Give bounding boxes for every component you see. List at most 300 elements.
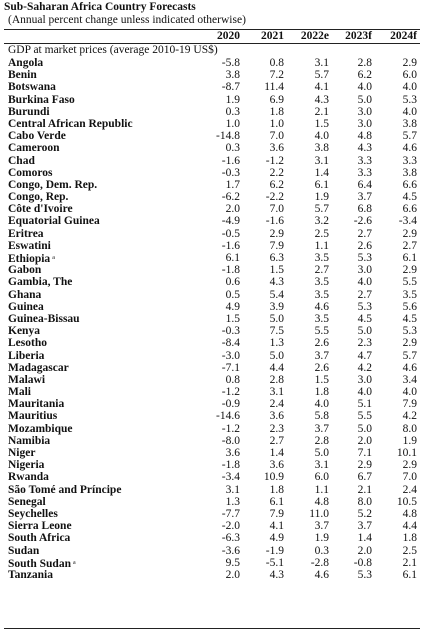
value-cell-2022e: 6.0	[314, 471, 329, 484]
value-cell-2023f: 6.2	[357, 69, 372, 82]
country-name	[8, 191, 68, 203]
value-cell-2023f: 3.7	[357, 191, 372, 204]
value-cell-2020: -0.9	[221, 398, 240, 411]
value-cell-2022e: 3.8	[314, 142, 329, 155]
value-cell-2021: 3.1	[269, 386, 284, 399]
value-cell-2021: -5.1	[265, 556, 284, 569]
table-row	[0, 94, 424, 106]
value-cell-2024f: 4.5	[402, 312, 417, 325]
value-cell-2021: 0.8	[269, 57, 284, 69]
value-cell-2024f: 10.1	[396, 447, 417, 459]
value-cell-2022e: 4.1	[314, 81, 329, 94]
value-cell-2024f: 4.0	[402, 386, 417, 399]
value-cell-2020: 2.0	[225, 568, 240, 581]
table-row	[0, 471, 424, 483]
table-row	[0, 545, 424, 557]
value-cell-2021: 2.9	[269, 227, 284, 240]
value-cell-2024f: 2.7	[402, 239, 417, 252]
value-cell-2022e: 3.5	[314, 276, 329, 289]
value-cell-2021: 10.9	[263, 471, 284, 484]
value-cell-2020: -5.8	[221, 57, 240, 69]
value-cell-2023f: 4.3	[357, 142, 372, 155]
value-cell-2020: -8.7	[221, 81, 240, 94]
value-cell-2022e: 3.1	[314, 57, 329, 69]
value-cell-2022e: 4.0	[314, 398, 329, 411]
value-cell-2021: 4.3	[269, 276, 284, 289]
table-row	[0, 264, 424, 276]
table-row	[0, 337, 424, 349]
country-name	[8, 94, 75, 106]
table-title: Sub-Saharan Africa Country Forecasts	[4, 1, 196, 13]
value-cell-2024f: 3.4	[402, 373, 417, 386]
value-cell-2024f: 2.5	[402, 544, 417, 557]
value-cell-2020: 1.0	[225, 117, 240, 130]
table-row	[0, 106, 424, 118]
value-cell-2020: -7.1	[221, 361, 240, 374]
table-row	[0, 423, 424, 435]
value-cell-2020: -3.4	[221, 471, 240, 484]
value-cell-2020: -1.6	[221, 154, 240, 167]
table-row	[0, 496, 424, 508]
country-label: Mauritania	[8, 398, 65, 411]
value-cell-2024f: 1.9	[402, 434, 417, 447]
table-row	[0, 240, 424, 252]
table-row	[0, 276, 424, 288]
value-cell-2022e: 5.7	[314, 203, 329, 216]
value-cell-2021: 6.9	[269, 93, 284, 106]
value-cell-2022e: 4.3	[314, 93, 329, 106]
value-cell-2020: 3.6	[225, 447, 240, 459]
table-row	[0, 532, 424, 544]
country-label: Eritrea	[8, 227, 44, 240]
value-cell-2020: -14.8	[216, 130, 240, 143]
value-cell-2021: -1.2	[265, 154, 284, 167]
table-row	[0, 447, 424, 459]
value-cell-2022e: 1.9	[314, 532, 329, 545]
table-row	[0, 520, 424, 532]
value-cell-2021: 5.4	[269, 288, 284, 301]
country-name	[8, 471, 49, 483]
country-label: Congo, Rep.	[8, 191, 69, 204]
country-name	[8, 179, 97, 191]
country-name	[8, 386, 31, 398]
value-cell-2023f: 5.3	[357, 568, 372, 581]
table-row	[0, 155, 424, 167]
value-cell-2021: 1.8	[269, 483, 284, 496]
country-name	[8, 337, 47, 349]
value-cell-2020: -1.8	[221, 459, 240, 472]
value-cell-2022e: 3.7	[314, 520, 329, 533]
country-label: Guinea-Bissau	[8, 312, 80, 325]
value-cell-2020: 0.5	[225, 288, 240, 301]
value-cell-2020: 1.7	[225, 178, 240, 191]
table-row	[0, 301, 424, 313]
value-cell-2022e: 11.0	[309, 507, 329, 520]
value-cell-2021: 2.2	[269, 166, 284, 179]
value-cell-2023f: 2.6	[357, 239, 372, 252]
value-cell-2020: -0.3	[221, 325, 240, 338]
country-label: Seychelles	[8, 507, 58, 520]
value-cell-2022e: 4.6	[314, 300, 329, 313]
value-cell-2023f: 7.1	[357, 447, 372, 459]
value-cell-2022e: 2.6	[314, 361, 329, 374]
value-cell-2020: -2.0	[221, 520, 240, 533]
country-label: Cameroon	[8, 142, 60, 155]
table-row	[0, 191, 424, 203]
value-cell-2021: 1.5	[269, 264, 284, 277]
country-name	[8, 545, 39, 557]
value-cell-2024f: 5.6	[402, 300, 417, 313]
table-row	[0, 569, 424, 581]
value-cell-2021: 2.4	[269, 398, 284, 411]
column-header-2022e: 2022e	[300, 30, 329, 42]
country-label: Eswatini	[8, 239, 51, 252]
country-name	[8, 215, 100, 227]
country-name	[8, 496, 46, 508]
value-cell-2024f: 5.7	[402, 349, 417, 362]
value-cell-2021: 1.0	[269, 117, 284, 130]
value-cell-2024f: 6.6	[402, 203, 417, 216]
column-header-2024f: 2024f	[390, 30, 417, 42]
country-label: Ethiopia	[8, 253, 51, 265]
value-cell-2021: 4.9	[269, 532, 284, 545]
value-cell-2023f: 2.3	[357, 337, 372, 350]
value-cell-2020: -6.2	[221, 191, 240, 204]
value-cell-2023f: 3.3	[357, 154, 372, 167]
value-cell-2023f: 1.4	[357, 532, 372, 545]
value-cell-2023f: 2.8	[357, 57, 372, 69]
value-cell-2020: 2.0	[225, 203, 240, 216]
country-label: Burkina Faso	[8, 93, 75, 106]
country-name	[8, 118, 133, 130]
value-cell-2022e: 1.5	[314, 373, 329, 386]
value-cell-2020: -6.3	[221, 532, 240, 545]
country-name	[8, 69, 37, 81]
table-row	[0, 459, 424, 471]
value-cell-2022e: 2.8	[314, 434, 329, 447]
column-header-2023f: 2023f	[345, 30, 372, 42]
value-cell-2020: 0.6	[225, 276, 240, 289]
value-cell-2022e: 1.4	[314, 166, 329, 179]
value-cell-2024f: 4.5	[402, 191, 417, 204]
country-name	[8, 203, 73, 215]
country-label: Equatorial Guinea	[8, 215, 100, 228]
value-cell-2023f: 2.1	[357, 483, 372, 496]
table-row	[0, 557, 424, 569]
footnote-marker: a	[52, 255, 55, 261]
country-name	[8, 142, 60, 154]
country-name	[8, 374, 45, 386]
value-cell-2021: 4.3	[269, 568, 284, 581]
value-cell-2020: 0.3	[225, 105, 240, 118]
value-cell-2022e: 3.7	[314, 349, 329, 362]
value-cell-2023f: -2.6	[353, 215, 372, 228]
value-cell-2021: 2.8	[269, 373, 284, 386]
table-row	[0, 508, 424, 520]
table-row	[0, 362, 424, 374]
value-cell-2021: 7.2	[269, 69, 284, 82]
table-body	[0, 57, 424, 581]
value-cell-2024f: 1.8	[402, 532, 417, 545]
value-cell-2020: -4.9	[221, 215, 240, 228]
table-subtitle: (Annual percent change unless indicated otherwise)	[8, 14, 246, 26]
table-row	[0, 179, 424, 191]
country-label: Liberia	[8, 349, 45, 362]
value-cell-2022e: 1.1	[314, 483, 329, 496]
value-cell-2024f: 6.0	[402, 69, 417, 82]
table-row	[0, 313, 424, 325]
value-cell-2021: 7.9	[269, 239, 284, 252]
country-name	[8, 289, 41, 301]
value-cell-2023f: -0.8	[353, 556, 372, 569]
table-row	[0, 410, 424, 422]
country-name	[8, 459, 44, 471]
value-cell-2023f: 2.0	[357, 434, 372, 447]
value-cell-2023f: 3.0	[357, 373, 372, 386]
country-name	[8, 520, 72, 532]
value-cell-2021: 2.7	[269, 434, 284, 447]
country-label: Lesotho	[8, 337, 47, 350]
value-cell-2023f: 3.0	[357, 105, 372, 118]
country-label: Angola	[8, 57, 44, 69]
value-cell-2023f: 5.1	[357, 398, 372, 411]
value-cell-2023f: 2.0	[357, 544, 372, 557]
value-cell-2020: 1.9	[225, 93, 240, 106]
table-row	[0, 252, 424, 264]
country-name	[8, 264, 41, 276]
value-cell-2021: 3.9	[269, 300, 284, 313]
column-header-row	[0, 30, 424, 43]
value-cell-2021: 7.0	[269, 203, 284, 216]
country-name	[8, 423, 73, 435]
value-cell-2022e: 2.5	[314, 227, 329, 240]
value-cell-2021: 6.1	[269, 495, 284, 508]
value-cell-2021: 1.4	[269, 447, 284, 459]
value-cell-2022e: 5.0	[314, 447, 329, 459]
value-cell-2022e: 1.9	[314, 191, 329, 204]
value-cell-2022e: 0.3	[314, 544, 329, 557]
value-cell-2020: 0.8	[225, 373, 240, 386]
value-cell-2022e: 4.0	[314, 130, 329, 143]
country-name	[8, 81, 56, 93]
value-cell-2024f: 4.6	[402, 361, 417, 374]
table-row	[0, 81, 424, 93]
value-cell-2020: -14.6	[216, 410, 240, 423]
value-cell-2021: -1.6	[265, 215, 284, 228]
value-cell-2020: -1.8	[221, 264, 240, 277]
country-label: Malawi	[8, 373, 46, 386]
value-cell-2020: 4.9	[225, 300, 240, 313]
value-cell-2020: -8.0	[221, 434, 240, 447]
country-label: Congo, Dem. Rep.	[8, 178, 98, 191]
value-cell-2023f: 2.9	[357, 459, 372, 472]
value-cell-2024f: 7.9	[402, 398, 417, 411]
country-name	[8, 276, 72, 288]
table-row	[0, 203, 424, 215]
value-cell-2022e: 5.8	[314, 410, 329, 423]
value-cell-2023f: 6.4	[357, 178, 372, 191]
value-cell-2024f: 2.9	[402, 264, 417, 277]
value-cell-2024f: 2.9	[402, 57, 417, 69]
value-cell-2024f: 2.4	[402, 483, 417, 496]
value-cell-2020: -1.2	[221, 422, 240, 435]
table-row	[0, 289, 424, 301]
value-cell-2022e: 3.1	[314, 154, 329, 167]
value-cell-2024f: 2.9	[402, 459, 417, 472]
value-cell-2023f: 4.0	[357, 276, 372, 289]
country-name	[8, 447, 35, 459]
country-label: Côte d'Ivoire	[8, 203, 73, 216]
value-cell-2023f: 3.0	[357, 117, 372, 130]
value-cell-2024f: 5.3	[402, 325, 417, 338]
value-cell-2023f: 4.2	[357, 361, 372, 374]
value-cell-2022e: 2.1	[314, 105, 329, 118]
country-label: Comoros	[8, 166, 53, 179]
value-cell-2021: 7.5	[269, 325, 284, 338]
value-cell-2022e: 4.8	[314, 495, 329, 508]
value-cell-2021: 11.4	[264, 81, 284, 94]
country-label: South Sudan	[8, 557, 71, 570]
value-cell-2024f: 4.6	[402, 142, 417, 155]
value-cell-2020: -3.0	[221, 349, 240, 362]
value-cell-2021: 2.3	[269, 422, 284, 435]
bottom-rule	[4, 628, 420, 629]
value-cell-2024f: -3.4	[398, 215, 417, 228]
table-row	[0, 374, 424, 386]
value-cell-2021: 5.0	[269, 312, 284, 325]
country-label: South Africa	[8, 532, 71, 545]
value-cell-2020: -7.7	[221, 507, 240, 520]
country-label: Central African Republic	[8, 117, 133, 130]
country-name	[8, 410, 57, 422]
value-cell-2021: 3.6	[269, 410, 284, 423]
country-label: Chad	[8, 154, 35, 167]
value-cell-2023f: 4.5	[357, 312, 372, 325]
value-cell-2023f: 5.5	[357, 410, 372, 423]
value-cell-2022e: -2.8	[310, 556, 329, 569]
value-cell-2021: 4.1	[269, 520, 284, 533]
table-row	[0, 167, 424, 179]
table-row	[0, 57, 424, 69]
country-label: Sierra Leone	[8, 520, 72, 533]
country-label: Rwanda	[8, 471, 49, 484]
value-cell-2024f: 4.0	[402, 81, 417, 94]
value-cell-2022e: 3.2	[314, 215, 329, 228]
country-label: Benin	[8, 69, 37, 82]
table-row	[0, 325, 424, 337]
value-cell-2023f: 4.8	[357, 130, 372, 143]
country-label: Gabon	[8, 264, 42, 277]
value-cell-2021: 6.2	[269, 178, 284, 191]
value-cell-2021: 6.3	[269, 252, 284, 264]
value-cell-2022e: 3.5	[314, 288, 329, 301]
value-cell-2023f: 5.3	[357, 252, 372, 264]
value-cell-2020: -8.4	[221, 337, 240, 350]
country-label: Sudan	[8, 544, 40, 557]
value-cell-2024f: 8.0	[402, 422, 417, 435]
value-cell-2024f: 3.8	[402, 117, 417, 130]
value-cell-2020: -1.2	[221, 386, 240, 399]
value-cell-2024f: 3.3	[402, 154, 417, 167]
country-name	[8, 484, 121, 496]
country-name	[8, 228, 44, 240]
gdp-note: GDP at market prices (average 2010-19 US$)	[8, 44, 218, 56]
value-cell-2020: 9.5	[225, 556, 240, 569]
value-cell-2022e: 3.1	[314, 459, 329, 472]
value-cell-2023f: 4.0	[357, 386, 372, 399]
country-label: Madagascar	[8, 361, 69, 374]
value-cell-2023f: 2.7	[357, 288, 372, 301]
value-cell-2023f: 8.0	[357, 495, 372, 508]
value-cell-2024f: 4.0	[402, 105, 417, 118]
value-cell-2024f: 6.1	[402, 252, 417, 264]
table-row	[0, 350, 424, 362]
country-label: Namibia	[8, 434, 51, 447]
value-cell-2021: 3.6	[269, 142, 284, 155]
country-label: Guinea	[8, 300, 44, 313]
table-row	[0, 69, 424, 81]
value-cell-2024f: 3.8	[402, 166, 417, 179]
value-cell-2023f: 5.0	[357, 422, 372, 435]
value-cell-2020: 3.1	[225, 483, 240, 496]
country-label: Burundi	[8, 105, 50, 118]
country-label: Mozambique	[8, 422, 73, 435]
value-cell-2024f: 5.5	[402, 276, 417, 289]
value-cell-2021: -1.9	[265, 544, 284, 557]
value-cell-2021: 1.8	[269, 105, 284, 118]
table-row	[0, 228, 424, 240]
value-cell-2021: -2.2	[265, 191, 284, 204]
value-cell-2022e: 2.6	[314, 337, 329, 350]
value-cell-2023f: 5.0	[357, 325, 372, 338]
footnote-marker: a	[72, 559, 76, 566]
table-row	[0, 398, 424, 410]
value-cell-2024f: 2.1	[402, 556, 417, 569]
value-cell-2023f: 2.7	[357, 227, 372, 240]
country-label: Cabo Verde	[8, 130, 66, 143]
value-cell-2021: 7.0	[269, 130, 284, 143]
value-cell-2022e: 3.5	[314, 252, 329, 264]
country-label: Gambia, The	[8, 276, 73, 289]
value-cell-2022e: 4.6	[314, 568, 329, 581]
country-name	[8, 350, 44, 362]
country-label: São Tomé and Príncipe	[8, 483, 122, 496]
value-cell-2023f: 3.0	[357, 264, 372, 277]
value-cell-2024f: 6.1	[402, 568, 417, 581]
country-label: Mauritius	[8, 410, 58, 423]
value-cell-2023f: 6.7	[357, 471, 372, 484]
country-name	[8, 569, 53, 581]
value-cell-2020: -0.3	[221, 166, 240, 179]
value-cell-2024f: 4.2	[402, 410, 417, 423]
value-cell-2022e: 1.8	[314, 386, 329, 399]
country-name	[8, 313, 80, 325]
value-cell-2024f: 7.0	[402, 471, 417, 484]
country-name	[8, 508, 58, 520]
country-label: Nigeria	[8, 459, 45, 472]
column-header-2020: 2020	[217, 30, 240, 42]
value-cell-2021: 3.6	[269, 459, 284, 472]
value-cell-2022e: 5.5	[314, 325, 329, 338]
value-cell-2020: 1.5	[225, 312, 240, 325]
country-label: Senegal	[8, 495, 46, 508]
value-cell-2020: 3.8	[225, 69, 240, 82]
value-cell-2022e: 3.5	[314, 312, 329, 325]
value-cell-2023f: 6.8	[357, 203, 372, 216]
table-row	[0, 142, 424, 154]
value-cell-2024f: 2.9	[402, 337, 417, 350]
value-cell-2024f: 10.5	[396, 495, 417, 508]
